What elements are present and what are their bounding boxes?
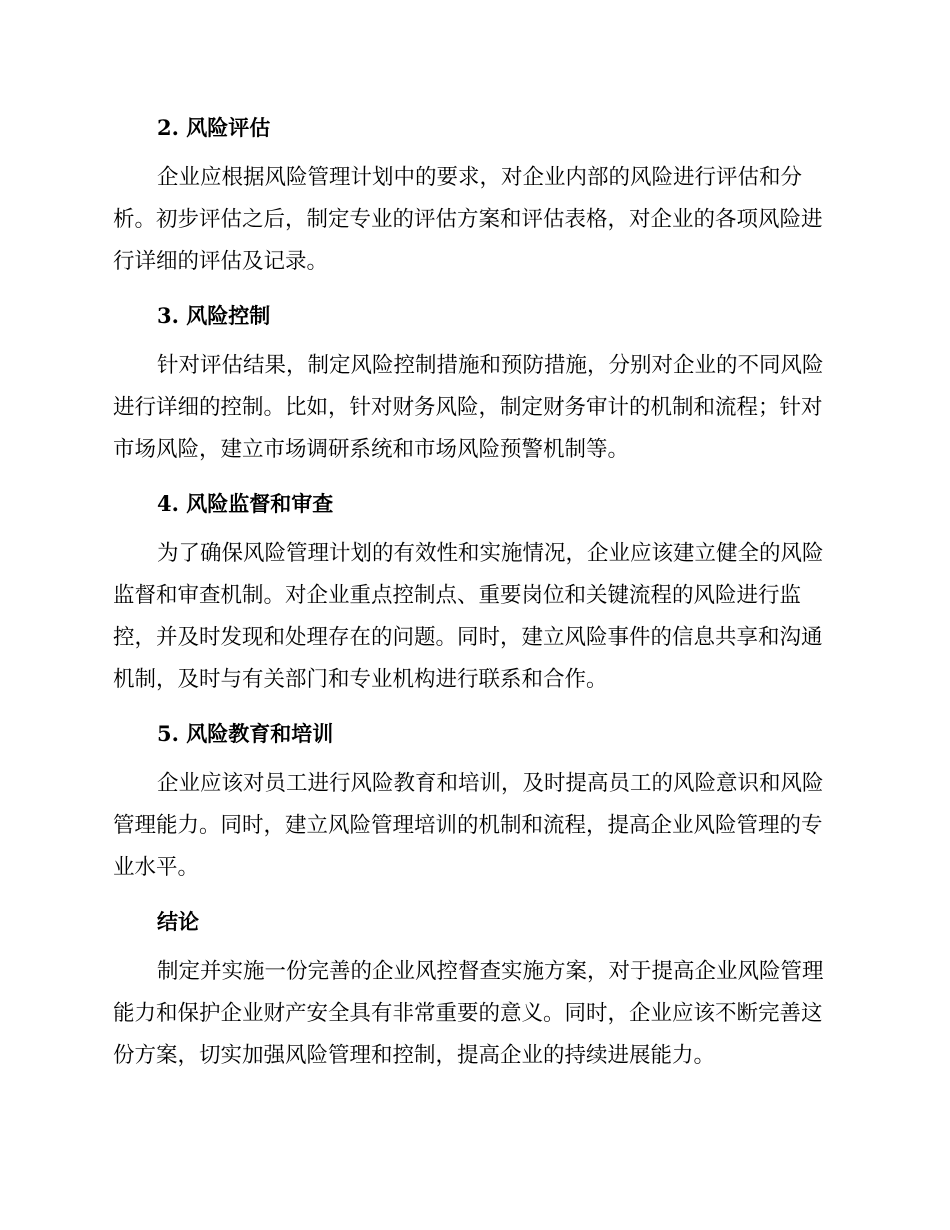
section-heading-risk-assessment: 2. 风险评估 [157, 115, 271, 140]
paragraph-risk-supervision [113, 533, 835, 701]
paragraph-line: 企业应根据风险管理计划中的要求，对企业内部的风险进行评估和分 [157, 165, 803, 190]
paragraph-line: 企业应该对员工进行风险教育和培训，及时提高员工的风险意识和风险 [157, 771, 824, 796]
paragraph-line: 行详细的评估及记录。 [113, 249, 329, 274]
section-heading-risk-training: 5. 风险教育和培训 [157, 721, 334, 746]
document-body [113, 107, 835, 1089]
paragraph-risk-assessment [113, 157, 835, 283]
paragraph-line: 机制，及时与有关部门和专业机构进行联系和合作。 [113, 667, 608, 692]
section-heading-conclusion: 结论 [157, 909, 199, 934]
paragraph-line: 析。初步评估之后，制定专业的评估方案和评估表格，对企业的各项风险进 [113, 207, 823, 232]
paragraph-line: 管理能力。同时，建立风险管理培训的机制和流程，提高企业风险管理的专 [113, 813, 823, 838]
paragraph-line: 为了确保风险管理计划的有效性和实施情况，企业应该建立健全的风险 [157, 541, 824, 566]
paragraph-line: 能力和保护企业财产安全具有非常重要的意义。同时，企业应该不断完善这 [113, 1001, 823, 1026]
paragraph-line: 控，并及时发现和处理存在的问题。同时，建立风险事件的信息共享和沟通 [113, 625, 823, 650]
paragraph-risk-training [113, 763, 835, 889]
paragraph-line: 份方案，切实加强风险管理和控制，提高企业的持续进展能力。 [113, 1043, 716, 1068]
paragraph-conclusion [113, 951, 835, 1077]
paragraph-risk-control [113, 345, 835, 471]
paragraph-line: 针对评估结果，制定风险控制措施和预防措施，分别对企业的不同风险 [157, 353, 824, 378]
paragraph-line: 制定并实施一份完善的企业风控督查实施方案，对于提高企业风险管理 [157, 959, 824, 984]
section-heading-risk-control: 3. 风险控制 [157, 303, 271, 328]
paragraph-line: 进行详细的控制。比如，针对财务风险，制定财务审计的机制和流程；针对 [113, 395, 823, 420]
paragraph-line: 业水平。 [113, 855, 200, 880]
section-heading-risk-supervision: 4. 风险监督和审查 [157, 491, 334, 516]
paragraph-line: 市场风险，建立市场调研系统和市场风险预警机制等。 [113, 437, 630, 462]
paragraph-line: 监督和审查机制。对企业重点控制点、重要岗位和关键流程的风险进行监 [113, 583, 802, 608]
